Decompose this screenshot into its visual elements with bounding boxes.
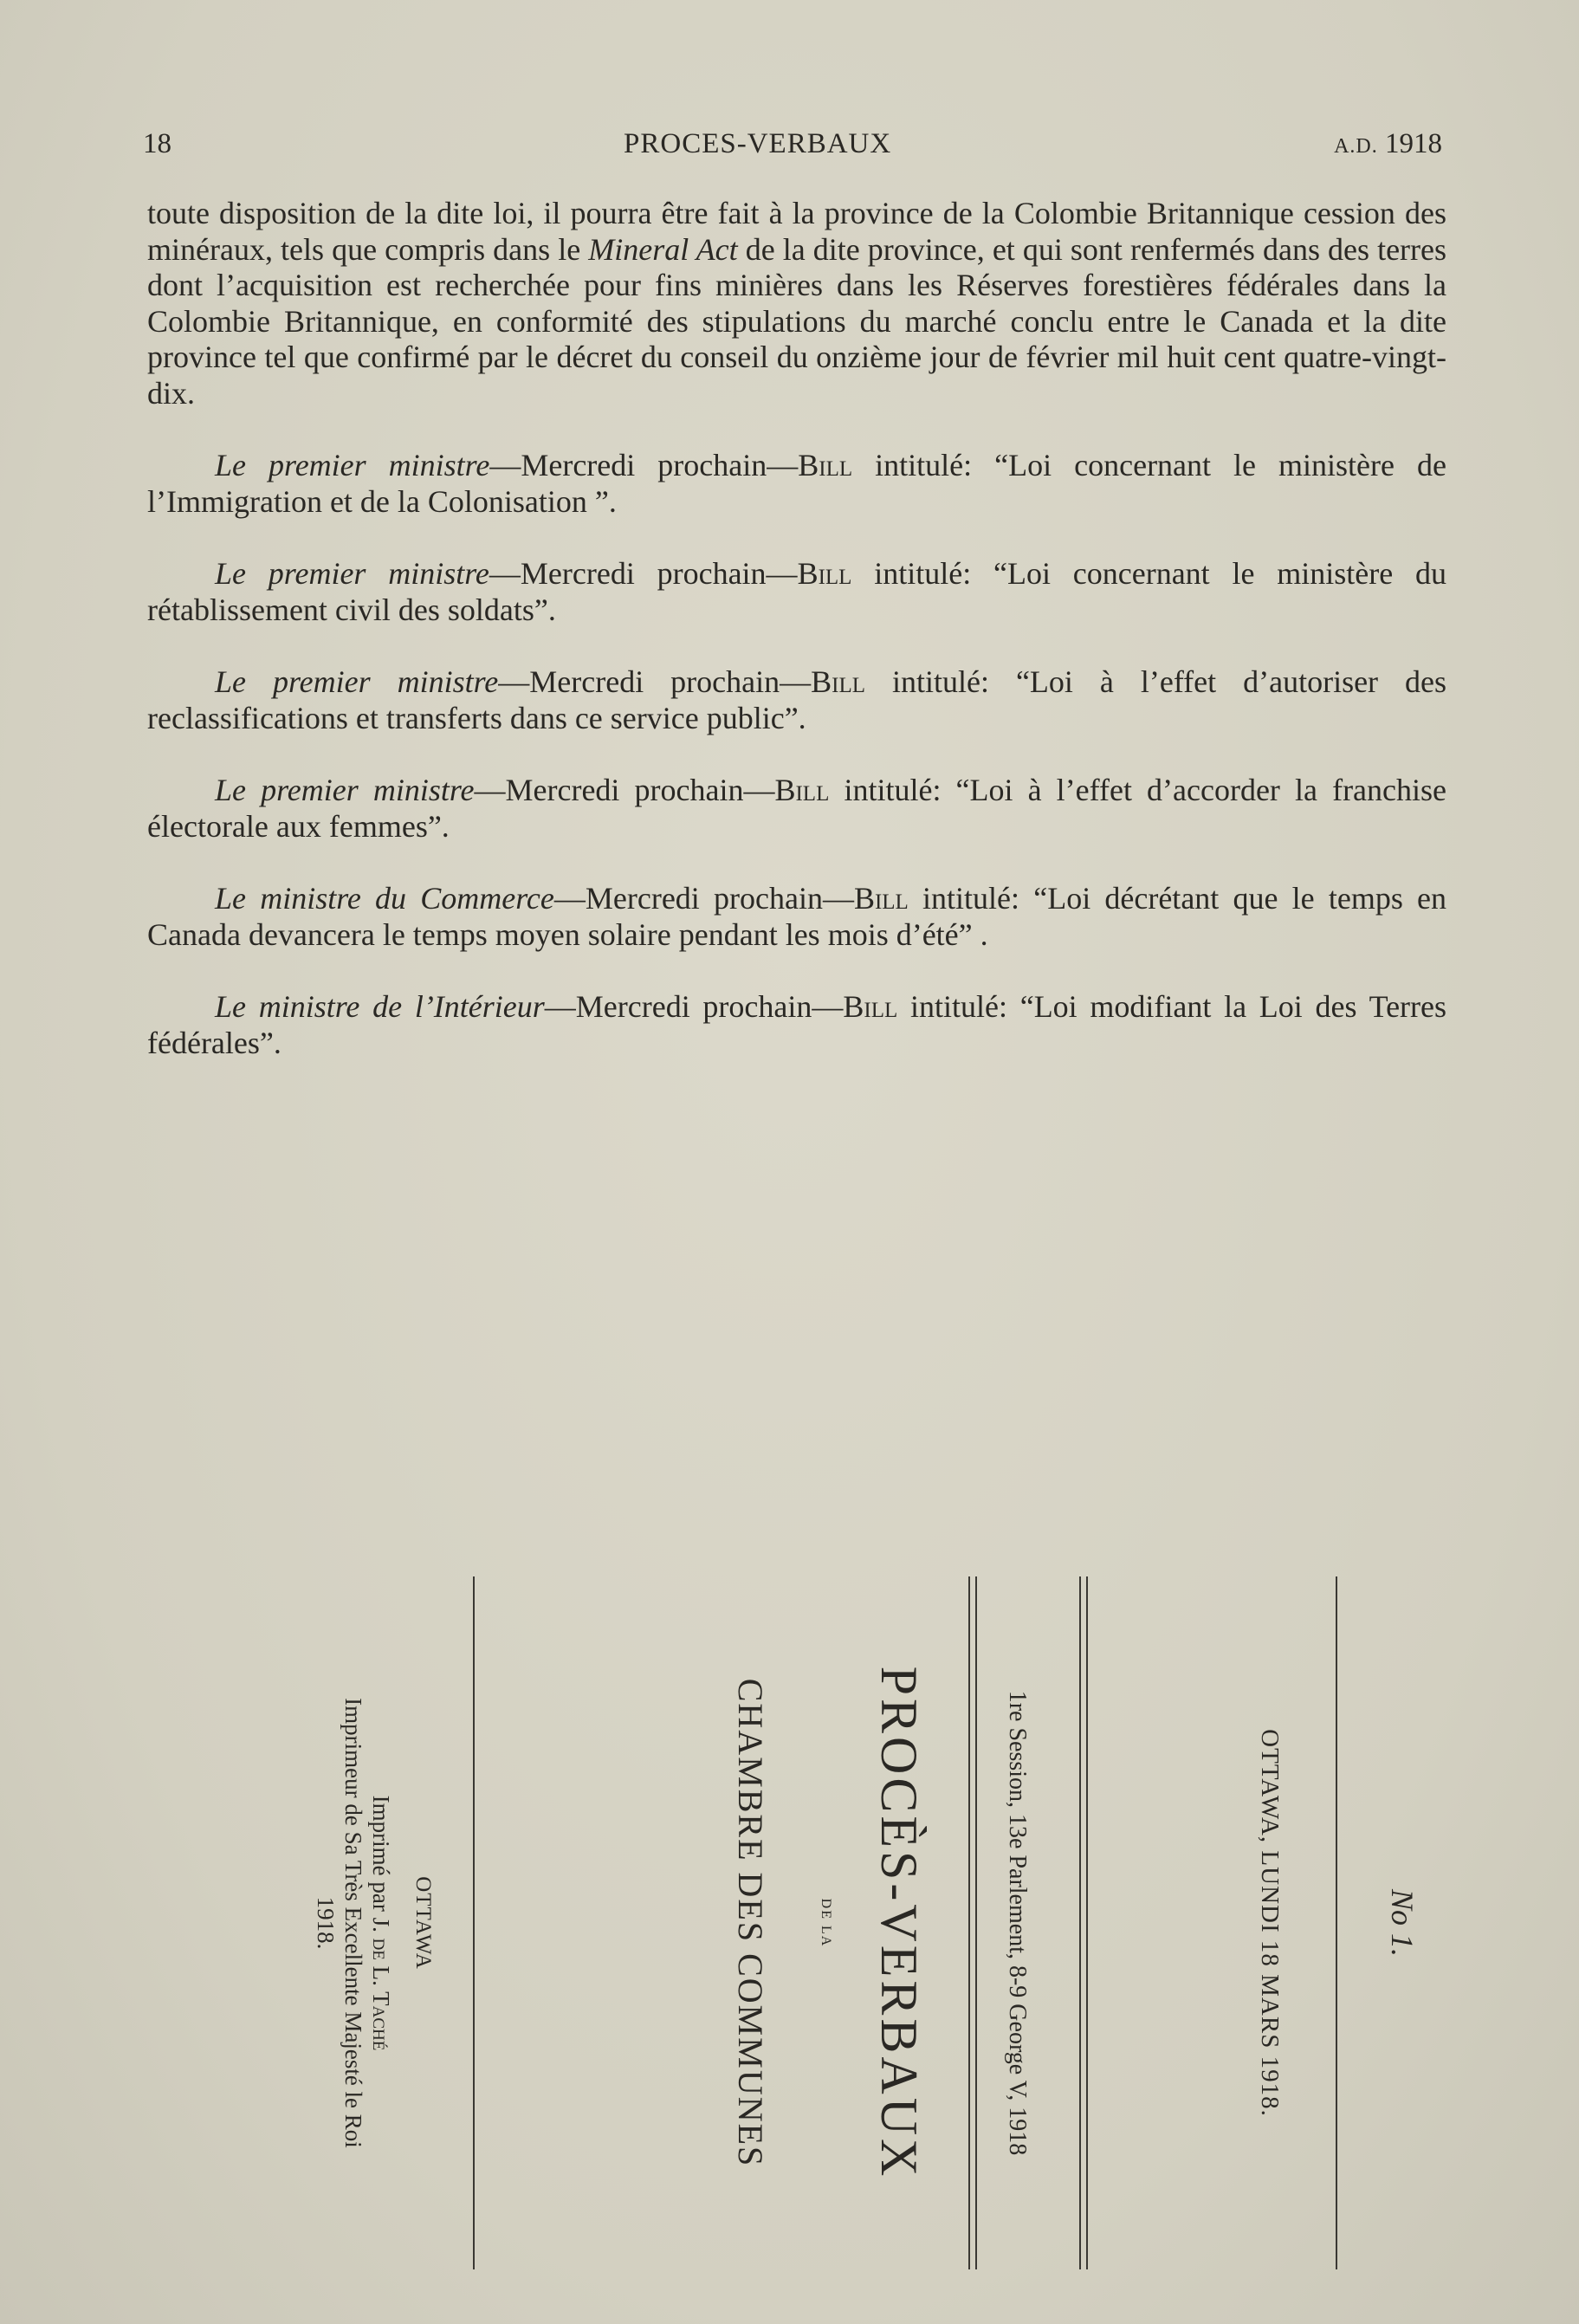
bill-title: intitulé: “Loi concernant le ministère de l’Immigration et de la Colonisation ”.: [147, 448, 1446, 519]
bill-word: Bill: [774, 773, 830, 807]
notice-entry: [147, 989, 1446, 1061]
bill-title: intitulé: “Loi concernant le ministère du rétablissement civil des soldats”.: [147, 556, 1447, 627]
printed-by: Imprimé par J.: [368, 1795, 394, 1932]
printer-year: 1918.: [313, 1896, 339, 1950]
running-head: [143, 128, 1442, 170]
notice-entry: [147, 773, 1446, 845]
mover: Le ministre du Commerce: [215, 881, 554, 916]
mover: Le premier ministre: [215, 773, 475, 807]
imprint-city: OTTAWA: [411, 1876, 435, 1970]
cover-rule: [1086, 1576, 1088, 2269]
rotated-cover-block: [139, 1576, 1438, 2269]
year-value: 1918: [1385, 128, 1442, 159]
continuation-text: toute disposition de la dite loi, il pourra être fait à la province de la Colombie Britannique cession des minéraux, tels que compris dans le: [147, 196, 1446, 267]
bill-word: Bill: [797, 556, 852, 591]
notice-day: —Mercredi prochain—: [474, 773, 775, 807]
bill-word: Bill: [843, 989, 898, 1024]
printer-line-1: [367, 1576, 395, 2269]
de-la-label: DE LA: [819, 1898, 833, 1948]
notice-entry: [147, 664, 1446, 736]
cover-rule: [473, 1576, 475, 2269]
chamber-name: CHAMBRE DES COMMUNES: [731, 1678, 770, 2168]
mover: Le premier ministre: [215, 448, 490, 482]
bill-word: Bill: [798, 448, 853, 482]
bill-word: Bill: [811, 664, 866, 699]
notice-day: —Mercredi prochain—: [489, 448, 799, 482]
bill-word: Bill: [853, 881, 909, 916]
mineral-act-title: Mineral Act: [588, 231, 738, 267]
cover-rule: [1079, 1576, 1081, 2269]
printer-line-2: Imprimeur de Sa Très Excellente Majesté le Roi: [340, 1698, 366, 2148]
notice-day: —Mercredi prochain—: [498, 664, 812, 699]
cover-inner: [139, 1576, 1438, 2269]
cover-title: PROCÈS-VERBAUX: [870, 1666, 928, 2180]
notice-entry: [147, 556, 1446, 628]
notice-entry: [147, 881, 1446, 953]
header-year: [1334, 128, 1442, 160]
notice-day: —Mercredi prochain—: [544, 989, 844, 1024]
proceedings-body: [147, 196, 1446, 1061]
bill-title: intitulé: “Loi à l’effet d’accorder la franchise électorale aux femmes”.: [147, 773, 1447, 844]
continuation-paragraph: [147, 196, 1446, 411]
session-line: 1re Session, 13e Parlement, 8-9 George V, 1918: [1004, 1690, 1031, 2156]
cover-rule: [1336, 1576, 1337, 2269]
notice-day: —Mercredi prochain—: [489, 556, 798, 591]
era-label: A.D.: [1334, 135, 1378, 158]
bill-title: intitulé: “Loi décrétant que le temps en Canada devancera le temps moyen solaire pendant les mois d’été” .: [147, 881, 1447, 952]
mover: Le premier ministre: [215, 556, 489, 591]
bill-title: intitulé: “Loi modifiant la Loi des Terres fédérales”.: [147, 989, 1447, 1060]
notice-entry: [147, 448, 1446, 520]
notice-day: —Mercredi prochain—: [553, 881, 854, 916]
imprint-printer: [312, 1576, 395, 2269]
cover-rotation: [139, 1576, 1438, 2269]
mover: Le ministre de l’Intérieur: [215, 989, 545, 1024]
cover-date: OTTAWA, LUNDI 18 MARS 1918.: [1256, 1729, 1284, 2117]
cover-rule: [975, 1576, 977, 2269]
bill-title: intitulé: “Loi à l’effet d’autoriser des reclassifications et transferts dans ce service public”.: [147, 664, 1447, 735]
continuation-end-text: de la dite province, et qui sont renfermés dans des terres dont l’acquisition est recherchée pour fins minières dans les Réserves forestières fédérales dans la Colombie Britannique, en conformité des stipulations du marché conclu entre le Canada et la dite province tel que confirmé par le décret du conseil du onzième jour de février mil huit cent quatre-vingt-dix.: [147, 231, 1447, 411]
mover: Le premier ministre: [215, 664, 499, 699]
running-title: PROCES-VERBAUX: [624, 128, 892, 159]
issue-number: No 1.: [1385, 1888, 1420, 1957]
page-number: 18: [143, 128, 171, 159]
printer-name: de L. Taché: [368, 1938, 394, 2051]
cover-rule: [968, 1576, 970, 2269]
